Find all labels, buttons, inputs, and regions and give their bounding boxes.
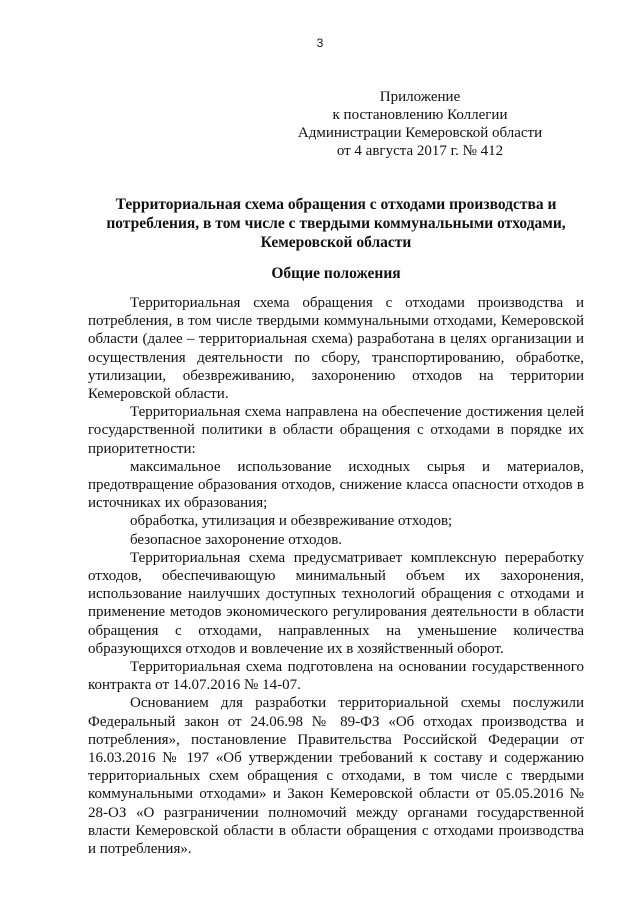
document-title	[88, 195, 584, 252]
paragraph: Территориальная схема подготовлена на основании государственного контракта от 14.07.2016 № 14-07.	[88, 659, 584, 694]
paragraph: Территориальная схема направлена на обеспечение достижения целей государственной политики в области обращения с отходами в порядке их приоритетности:	[88, 404, 584, 457]
paragraph: максимальное использование исходных сырья и материалов, предотвращение образования отходов, снижение класса опасности отходов в источниках их образования;	[88, 458, 584, 512]
paragraph: Территориальная схема обращения с отходами производства и потребления, в том числе твердыми коммунальными отходами, Кемеровской области (далее – территориальная схема) разработана в целях организации и осуществления деятельности по сбору, транспортированию, обработке, утилизации, обезвреживанию, захоронению отходов на территории Кемеровской области.	[88, 295, 584, 403]
appendix-line: от 4 августа 2017 г. № 412	[336, 143, 504, 159]
page-number: 3	[316, 36, 324, 50]
title-line: Территориальная схема обращения с отходами производства и	[115, 196, 557, 213]
title-line: Кемеровской области	[260, 234, 412, 251]
paragraph: Территориальная схема предусматривает комплексную переработку отходов, обеспечивающую минимальный объем их захоронения, использование наилучших доступных технологий обращения с отходами и применение методов экономического регулирования деятельности в области обращения с отходами, направленных на уменьшение количества образующихся отходов и вовлечение их в хозяйственный оборот.	[88, 549, 584, 657]
paragraph: обработка, утилизация и обезвреживание отходов;	[130, 513, 453, 530]
appendix-line: к постановлению Коллегии	[332, 107, 508, 123]
paragraph: безопасное захоронение отходов.	[130, 531, 343, 548]
appendix-line: Приложение	[379, 89, 461, 105]
appendix-line: Администрации Кемеровской области	[297, 125, 543, 141]
title-line: потребления, в том числе с твердыми коммунальными отходами,	[106, 215, 566, 232]
paragraph: Основанием для разработки территориальной схемы послужили Федеральный закон от 24.06.98 № 89-ФЗ «Об отходах производства и потребления», постановление Правительства Российской Федерации от 16.03.2016 № 197 «Об утверждении требований к составу и содержанию территориальных схем обращения с отходами, в том числе с твердыми коммунальными отходами» и Закон Кемеровской области от 05.05.2016 № 28-ОЗ «О разграничении полномочий между органами государственной власти Кемеровской области в области обращения с отходами производства и потребления».	[88, 695, 584, 858]
appendix-block	[270, 88, 570, 160]
body-text	[88, 294, 584, 858]
section-heading: Общие положения	[271, 265, 401, 282]
